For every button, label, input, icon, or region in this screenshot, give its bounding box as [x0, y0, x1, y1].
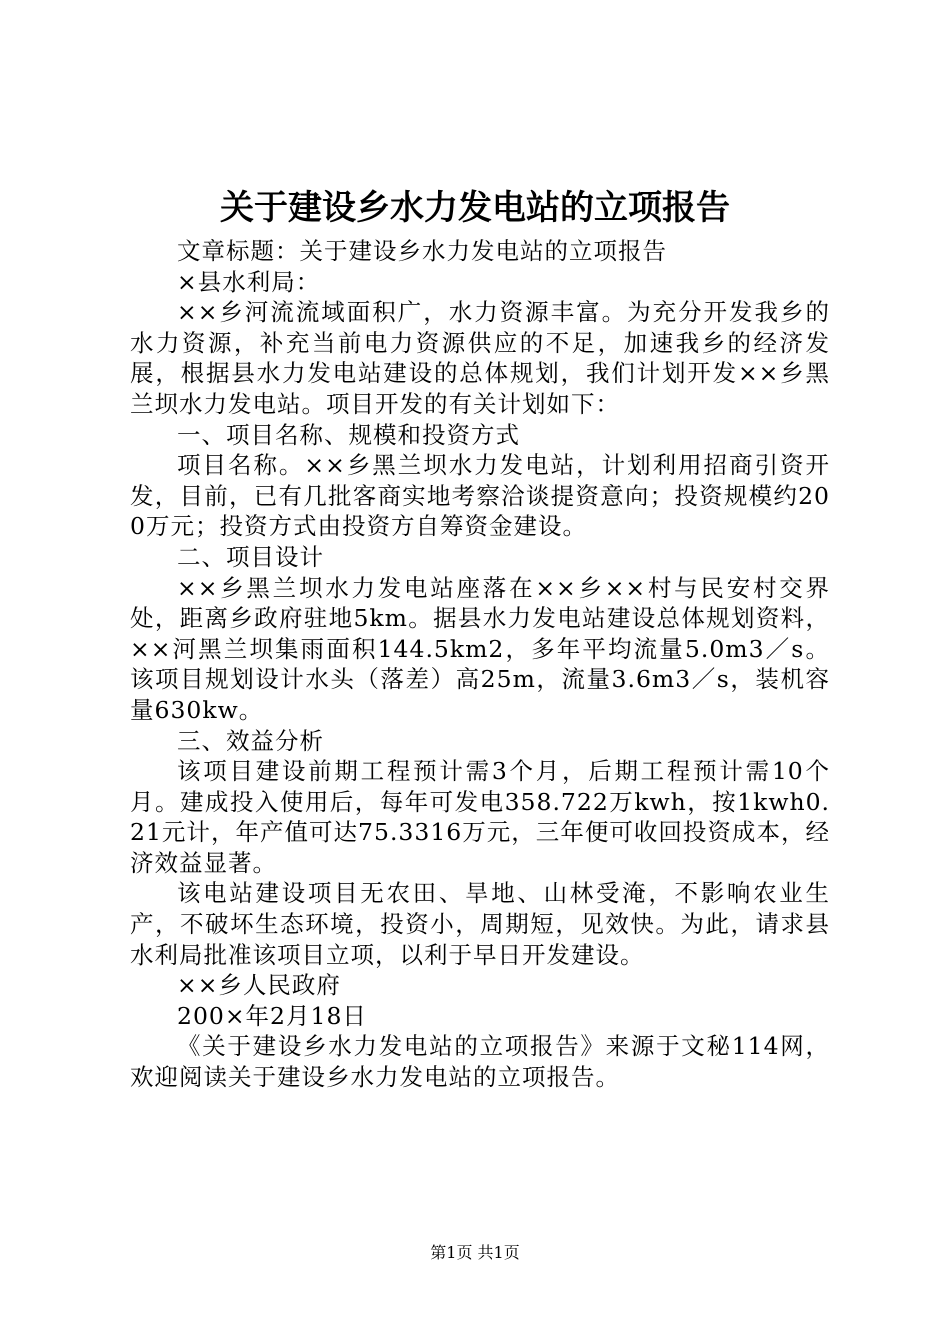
section-1-paragraph: 项目名称。××乡黑兰坝水力发电站，计划利用招商引资开发，目前，已有几批客商实地考察洽谈提资意向；投资规模约200万元；投资方式由投资方自筹资金建设。: [130, 451, 830, 541]
request-paragraph: 该电站建设项目无农田、旱地、山林受淹，不影响农业生产，不破坏生态环境，投资小，周期短，见效快。为此，请求县水利局批准该项目立项，以利于早日开发建设。: [130, 879, 830, 969]
section-heading-2: 二、项目设计: [177, 542, 324, 571]
section-3-paragraph: 该项目建设前期工程预计需3个月，后期工程预计需10个月。建成投入使用后，每年可发电358.722万kwh，按1kwh0.21元计，年产值可达75.3316万元，三年便可收回投资成本，经济效益显著。: [130, 757, 830, 877]
section-heading-1: 一、项目名称、规模和投资方式: [177, 420, 520, 449]
section-2-paragraph: ××乡黑兰坝水力发电站座落在××乡××村与民安村交界处，距离乡政府驻地5km。据县水力发电站建设总体规划资料，××河黑兰坝集雨面积144.5km2，多年平均流量5.0m3／s。该项目规划设计水头（落差）高25m，流量3.6m3／s，装机容量630kw。: [130, 573, 830, 724]
addressee-line: ×县水利局：: [177, 267, 321, 296]
signature-line: ××乡人民政府: [177, 971, 341, 1000]
date-line: 200×年2月18日: [177, 1001, 367, 1030]
document-title: 关于建设乡水力发电站的立项报告: [220, 188, 730, 228]
section-heading-3: 三、效益分析: [177, 726, 324, 755]
source-note-paragraph: 《关于建设乡水力发电站的立项报告》来源于文秘114网，欢迎阅读关于建设乡水力发电站的立项报告。: [130, 1032, 830, 1092]
article-title-line: 文章标题：关于建设乡水力发电站的立项报告: [177, 237, 667, 265]
intro-paragraph: ××乡河流流域面积广，水力资源丰富。为充分开发我乡的水力资源，补充当前电力资源供应的不足，加速我乡的经济发展，根据县水力发电站建设的总体规划，我们计划开发××乡黑兰坝水力发电站。项目开发的有关计划如下：: [130, 298, 830, 418]
page-number-footer: 第1页 共1页: [430, 1243, 520, 1262]
document-body: [130, 236, 830, 1093]
